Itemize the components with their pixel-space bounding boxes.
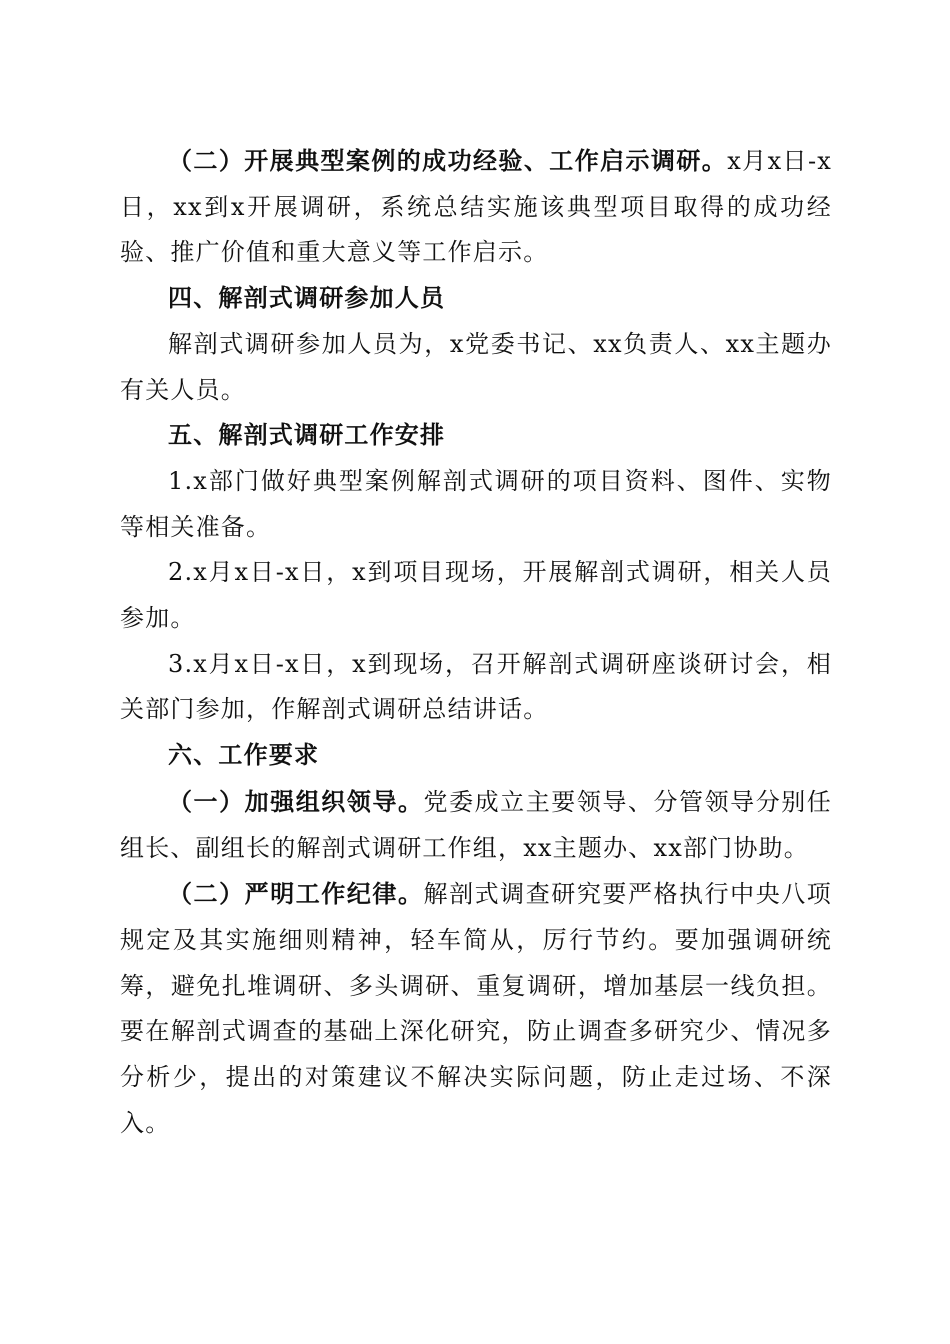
paragraph-arrangement-3 bbox=[120, 642, 832, 733]
paragraph-text: 1.x部门做好典型案例解剖式调研的项目资料、图件、实物等相关准备。 bbox=[120, 466, 832, 541]
paragraph-text: 2.x月x日-x日，x到项目现场，开展解剖式调研，相关人员参加。 bbox=[120, 558, 832, 633]
paragraph-arrangement-2 bbox=[120, 550, 832, 641]
paragraph-case-study bbox=[120, 138, 832, 276]
paragraph-text: x月x日-x日，xx到x开展调研，系统总结实施该典型项目取得的成功经验、推广价值和重大意义等工作启示。 bbox=[120, 147, 832, 267]
paragraph-text: 3.x月x日-x日，x到现场，召开解剖式调研座谈研讨会，相关部门参加，作解剖式调研总结讲话。 bbox=[120, 649, 832, 724]
paragraph-lead: （一）加强组织领导。 bbox=[168, 786, 424, 816]
paragraph-text: 党委成立主要领导、分管领导分别任组长、副组长的解剖式调研工作组，xx主题办、xx部门协助。 bbox=[120, 787, 833, 862]
document-body bbox=[120, 138, 832, 1146]
paragraph-lead: （二）开展典型案例的成功经验、工作启示调研。 bbox=[168, 146, 728, 175]
section-heading-arrangements: 五、解剖式调研工作安排 bbox=[168, 421, 446, 450]
paragraph-participants bbox=[120, 322, 832, 413]
paragraph-arrangement-1 bbox=[120, 459, 832, 550]
paragraph-requirement-1 bbox=[120, 779, 832, 871]
paragraph-text: 解剖式调查研究要严格执行中央八项规定及其实施细则精神，轻车简从，厉行节约。要加强调研统筹，避免扎堆调研、多头调研、重复调研，增加基层一线负担。要在解剖式调查的基础上深化研究，防止调查多研究少、情况多分析少，提出的对策建议不解决实际问题，防止走过场、不深入。 bbox=[120, 880, 833, 1137]
paragraph-lead: （二）严明工作纪律。 bbox=[168, 879, 424, 909]
section-heading-requirements: 六、工作要求 bbox=[168, 741, 320, 770]
section-heading-participants: 四、解剖式调研参加人员 bbox=[168, 284, 446, 313]
paragraph-requirement-2 bbox=[120, 871, 832, 1146]
paragraph-text: 解剖式调研参加人员为，x党委书记、xx负责人、xx主题办有关人员。 bbox=[120, 329, 832, 404]
